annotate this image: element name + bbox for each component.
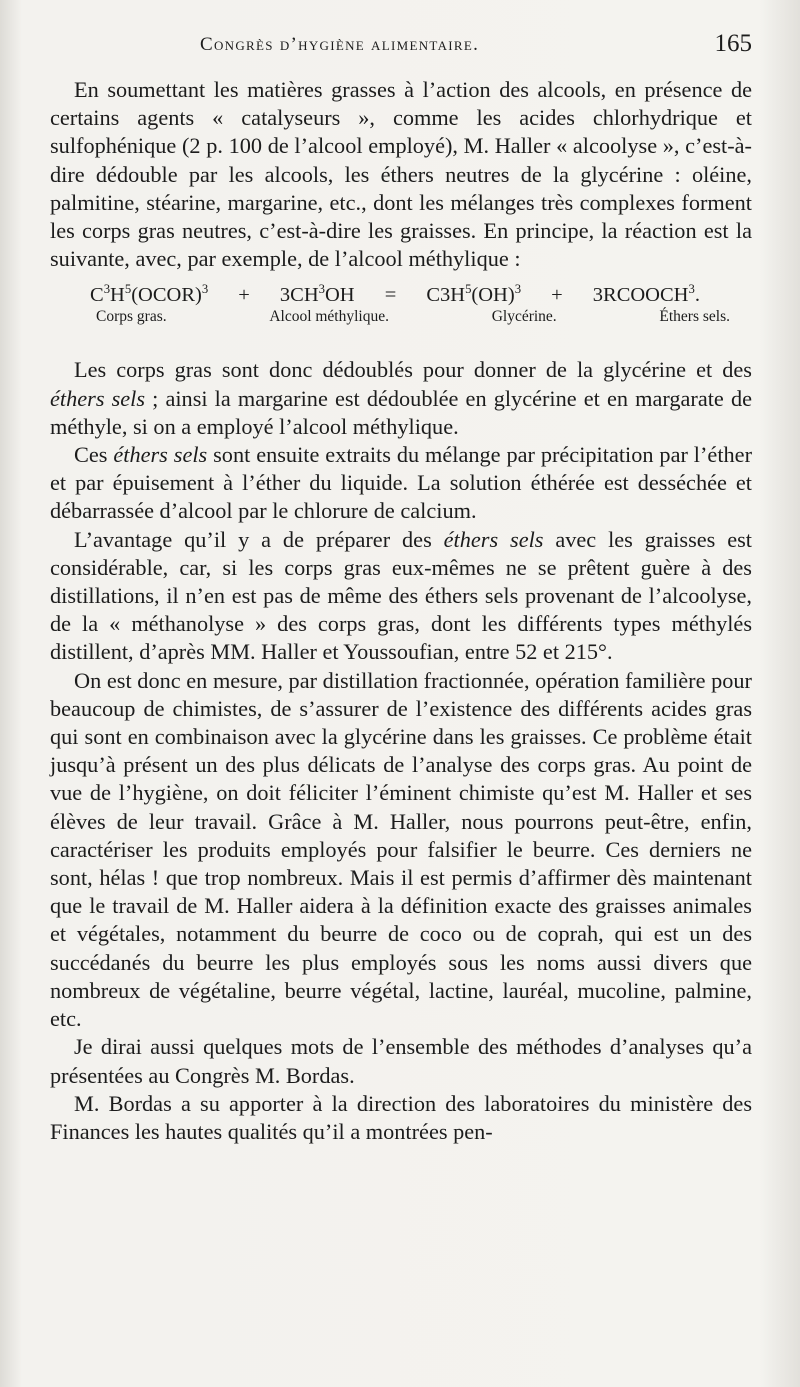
equation-term-corps-gras: $C^3H^5(OCOR)^3$ — [90, 282, 209, 307]
italic-term: éthers sels — [443, 526, 544, 552]
paragraph-7: M. Bordas a su apporter à la direction des laboratoires du ministère des Finances les hautes qualités qu’il a montrées pen- — [50, 1090, 752, 1144]
paragraph-5: On est donc en mesure, par distillation fractionnée, opération familière pour beaucoup de chimistes, de s’assurer de l’existence des différents acides gras qui sont en combinaison avec la glycérine dans les graisses. Ce problème était jusqu’à présent un des plus délicats de l’analyse des corps gras. Au point de vue de l’hygiène, on doit féliciter l’éminent chimiste qu’est M. Haller et ses élèves de leur travail. Grâce à M. Haller, nous pourrons peut-être, enfin, caractériser les produits employés pour falsifier le beurre. Ces derniers ne sont, hélas ! que trop nombreux. Mais il est permis d’affirmer dès maintenant que le travail de M. Haller aidera à la définition exacte des graisses animales et végétales, notamment du beurre de coco ou de coprah, qui est un des succédanés du beurre les plus employés sous les noms aussi divers que nombreux de végétaline, beurre végétal, lactine, lauréal, mucoline, palmine, etc. — [50, 667, 752, 1032]
paragraph-2: Les corps gras sont donc dédoublés pour donner de la glycérine et des éthers sels ; ainsi la margarine est dédoublée en glycérine et en margarate de méthyle, si on a employé l’alcool méthylique. — [50, 357, 752, 439]
equation-label: Alcool méthylique. — [269, 308, 389, 326]
equation-plus-sign: + — [551, 284, 563, 307]
running-head: Congrès d’hygiène alimentaire. — [200, 34, 480, 55]
page-number: 165 — [714, 30, 752, 57]
equation-label: Glycérine. — [491, 308, 557, 326]
equation-line — [90, 283, 700, 307]
equation-plus-sign: + — [238, 284, 250, 307]
italic-term: éthers sels — [50, 385, 146, 411]
italic-term: éthers sels — [113, 442, 208, 468]
chemical-equation — [50, 283, 752, 326]
paragraph-6: Je dirai aussi quelques mots de l’ensemble des méthodes d’analyses qu’a présentées au Congrès M. Bordas. — [50, 1034, 752, 1088]
equation-term-alcool: $3CH^3OH$ — [279, 282, 355, 307]
page-body — [50, 76, 752, 1146]
equation-label: Corps gras. — [96, 308, 167, 326]
equation-label: Éthers sels. — [659, 308, 730, 326]
equation-term-glycerine: $C3H^5(OH)^3$ — [426, 282, 522, 307]
page-header — [0, 30, 800, 64]
equation-labels — [90, 308, 730, 326]
equation-equals-sign: = — [384, 284, 397, 307]
paragraph-3: Ces éthers sels sont ensuite extraits du mélange par précipitation par l’éther et par épuisement à l’éther du liquide. La solution éthérée est desséchée et débarrassée d’alcool par le chlorure de calcium. — [50, 442, 752, 524]
paragraph-1: En soumettant les matières grasses à l’action des alcools, en présence de certains agents « catalyseurs », comme les acides chlorhydrique et sulfophénique (2 p. 100 de l’alcool employé), M. Haller « alcoolyse », c’est-à-dire dédouble par les alcools, les éthers neutres de la glycérine : oléine, palmitine, stéarine, margarine, etc., dont les mélanges très complexes forment les corps gras neutres, c’est-à-dire les graisses. En principe, la réaction est la suivante, avec, par exemple, de l’alcool méthylique : — [50, 77, 752, 272]
paragraph-4: L’avantage qu’il y a de préparer des éthers sels avec les graisses est considérable, car, si les corps gras eux-mêmes ne se prêtent guère à des distillations, il n’en est pas de même des éthers sels provenant de l’alcoolyse, de la « méthanolyse » des corps gras, dont les différents types méthylés distillent, d’après MM. Haller et Youssoufian, entre 52 et 215°. — [50, 526, 752, 665]
equation-term-ethers: 3RCOOCH$^3$. — [592, 282, 700, 307]
